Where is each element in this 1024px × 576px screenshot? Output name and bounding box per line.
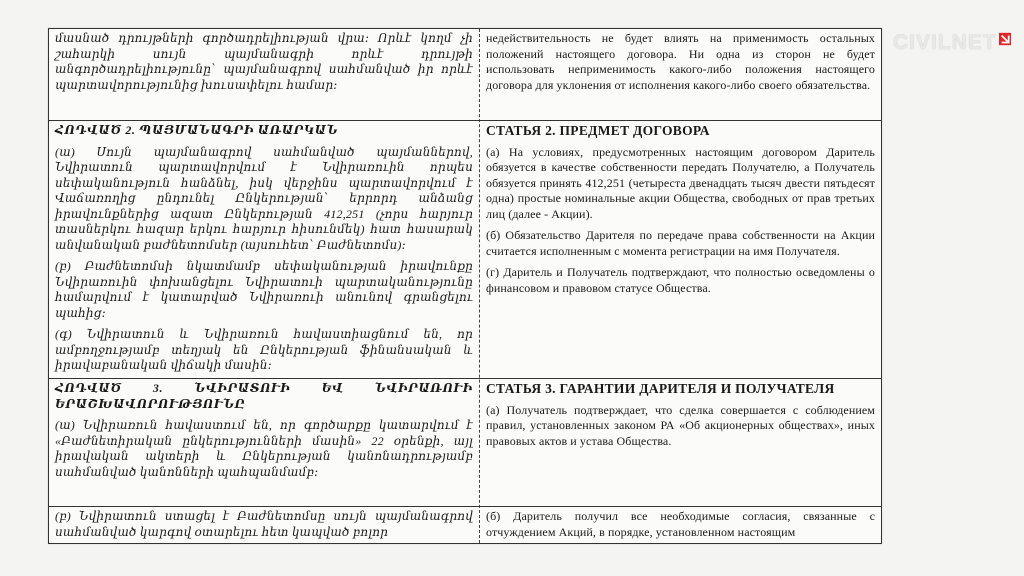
table-row bbox=[49, 121, 881, 378]
paragraph: (б) Даритель получил все необходимые согласия, связанные с отчуждением Акций, в порядке, установленном настоящим bbox=[486, 509, 875, 539]
paragraph: (г) Даритель и Получатель подтверждают, что полностью осведомлены о финансовом и правовом статусе Общества. bbox=[486, 265, 875, 295]
logo-mark-icon bbox=[999, 32, 1011, 46]
armenian-cell bbox=[49, 29, 479, 120]
table-row bbox=[49, 379, 881, 506]
section-heading: ՀՈԴՎԱԾ 3. ՆՎԻՐԱՏՈՒԻ ԵՎ ՆՎԻՐԱՌՈՒԻ ԵՐԱՇԽԱՎՈՐՈՒԹՅՈՒՆԸ bbox=[55, 381, 473, 411]
logo-text: CIVILNET bbox=[893, 31, 997, 54]
table-row bbox=[49, 29, 881, 120]
document-page bbox=[48, 28, 882, 544]
russian-cell bbox=[480, 29, 881, 120]
section-heading: СТАТЬЯ 3. ГАРАНТИИ ДАРИТЕЛЯ И ПОЛУЧАТЕЛЯ bbox=[486, 381, 835, 396]
paragraph: (ա) Նվիրառուն հավաստում են, որ գործարքը կատարվում է «Բաժնետիրական ընկերությունների մասին» 22 օրենքի, այլ իրավական ակտերի և Ընկերության կանոնադրությամբ սահմանված կանոնների պահպանմամբ։ bbox=[55, 418, 473, 479]
section-heading: ՀՈԴՎԱԾ 2. ՊԱՅՄԱՆԱԳՐԻ ԱՌԱՐԿԱՆ bbox=[55, 123, 339, 137]
paragraph: մասնած դրույթների գործադրելիության վրա։ Որևէ կողմ չի շահարկի սույն պայմանագրի որևէ դրույթի անգործադրելիությունը՝ պայմանագրով սահմանված իր որևէ պարտավորությունից խուսափելու համար։ bbox=[55, 31, 473, 92]
paragraph: (а) Получатель подтверждает, что сделка совершается с соблюдением правил, установленных законом РА «Об акционерных обществах», иных правовых актов и устава Общества. bbox=[486, 402, 875, 448]
paragraph: (բ) Բաժնետոմսի նկատմամբ սեփականության իրավունքը Նվիրառուին փոխանցելու Նվիրատուի պարտականությունը համարվում է կատարված Նվիրառուի անունով գրանցելու պահից։ bbox=[55, 259, 473, 320]
paragraph: (ա) Սույն պայմանագրով սահմանված պայմաններով, Նվիրատուն պարտավորվում է Նվիրառուին որպես սեփականություն հանձնել, իսկ վերջինս պարտավորվում է Վաճառողից ընդունել Ընկերության՝ երրորդ անձանց իրավունքներից ազատ Ընկերության 412,251 (չորս հարյուր տասներկու հազար երկու հարյուր հիսունմեկ) հատ հասարակ անվանական բաժնետոմսեր (այսուհետ՝ Բաժնետոմս)։ bbox=[55, 144, 473, 252]
section-heading: СТАТЬЯ 2. ПРЕДМЕТ ДОГОВОРА bbox=[486, 123, 710, 138]
paragraph: (а) На условиях, предусмотренных настоящим договором Даритель обязуется в качестве собственности передать Получателю, а Получатель обязуется принять 412,251 (четыреста двенадцать тысяч двести пятьдесят одна) простые номинальные акции Общества, свободных от прав третьих лиц (далее - Акции). bbox=[486, 144, 875, 221]
paragraph: недействительность не будет влиять на применимость остальных положений настоящего договора. Ни одна из сторон не будет использовать неприменимость какого-либо положения настоящего договора для уклонения от исполнения какого-либо своего обязательства. bbox=[486, 31, 875, 92]
armenian-cell bbox=[49, 379, 479, 506]
russian-cell bbox=[480, 121, 881, 378]
russian-cell bbox=[480, 379, 881, 506]
paragraph: (б) Обязательство Дарителя по передаче права собственности на Акции считается исполненным с момента регистрации на имя Получателя. bbox=[486, 228, 875, 258]
civilnet-logo bbox=[893, 31, 1011, 54]
armenian-cell bbox=[49, 507, 479, 543]
table-row bbox=[49, 507, 881, 543]
armenian-cell bbox=[49, 121, 479, 378]
russian-cell bbox=[480, 507, 881, 543]
paragraph: (գ) Նվիրատուն և Նվիրառուն հավաստիացնում են, որ ամբողջությամբ տեղյակ են Ընկերության ֆինանսական և իրավաբանական վիճակի մասին։ bbox=[55, 327, 473, 372]
paragraph: (բ) Նվիրատուն ստացել է Բաժնետոմսը սույն պայմանագրով սահմանված կարգով օտարելու հետ կապված բոլոր bbox=[55, 509, 473, 539]
